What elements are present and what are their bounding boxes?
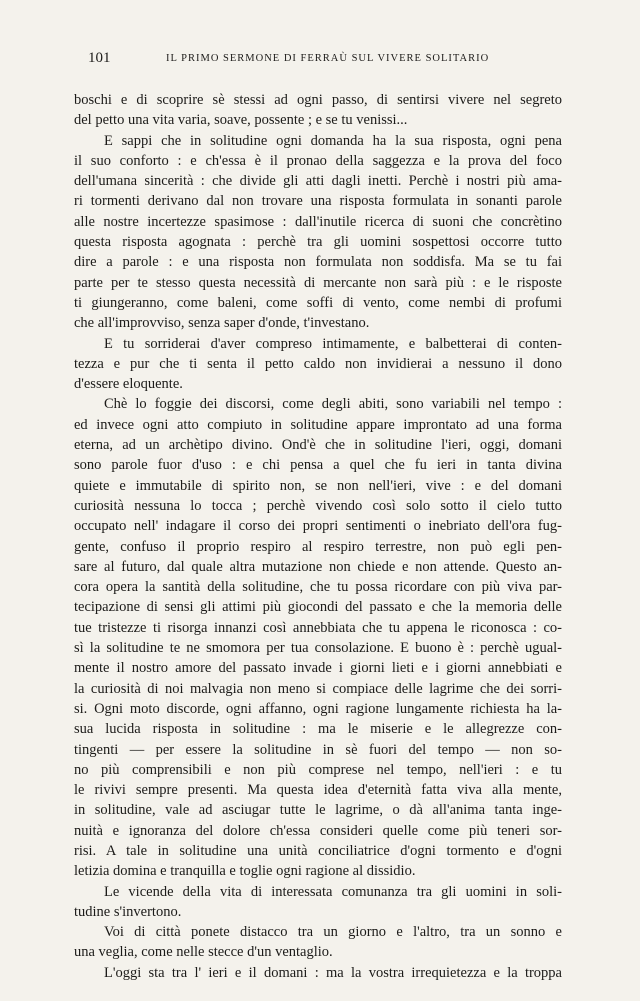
text-line: questa risposta agognata : perchè tra gli uomini sospettosi occorre tutto [74,234,562,251]
text-line: sua lucida risposta in solitudine : ma le miserie e le allegrezze con- [74,721,562,738]
text-line: tecipazione di sensi gli attimi più giocondi del passato e che la memoria delle [74,599,562,616]
text-line: ri tormenti derivano dal non trovare una risposta formulata in sonanti parole [74,193,562,210]
text-line: sono parole fuor d'uso : e chi pensa a quel che fu ieri in tanta divina [74,457,562,474]
page-number: 101 [88,50,111,66]
text-line: tingenti — per essere la solitudine in sè fuori del tempo — non so- [74,741,562,758]
text-line: L'oggi sta tra l' ieri e il domani : ma la vostra irrequietezza e la troppa [104,964,562,981]
text-line: tudine s'invertono. [74,903,182,920]
text-line: si. Ogni moto discorde, ogni affanno, ogni ragione lungamente richiesta ha la- [74,700,562,717]
text-line: curiosità nessuna lo tocca ; perchè vivendo così solo sotto il cielo tutto [74,497,562,514]
text-line: letizia domina e tranquilla e toglie ogni ragione al dissidio. [74,863,416,880]
text-line: eterna, ad un archètipo divino. Ond'è che in solitudine l'ieri, oggi, domani [74,437,562,454]
page-header [88,50,558,70]
text-line: Le vicende della vita di interessata comunanza tra gli uomini in soli- [104,883,562,900]
text-line: tue tristezze ti risorga innanzi così annebbiata che tu appena le riconosca : co- [74,619,562,636]
text-line: in solitudine, vale ad asciugar tutte le lagrime, o dà all'anima tanta inge- [74,802,562,819]
text-line: gente, confuso il proprio respiro al respiro terrestre, non può egli pen- [74,538,562,555]
text-line: tezza e pur che ti senta il petto caldo non invidierai a nessuno il dono [74,355,562,372]
text-line: E sappi che in solitudine ogni domanda ha la sua risposta, ogni pena [104,132,562,149]
text-line: quiete e immutabile di spirito non, se non nell'ieri, vive : e del domani [74,477,562,494]
text-line: il suo conforto : e ch'essa è il pronao della saggezza e la prova del foco [74,152,562,169]
text-line: sì la solitudine te ne smomora per tua consolazione. E buono è : perchè ugual- [74,640,562,657]
text-line: nuità e ignoranza del dolore ch'essa consideri quelle come più teneri sor- [74,822,562,839]
text-line: ti giungeranno, come baleni, come soffi di vento, come nembi di profumi [74,294,562,311]
text-line: occupato nell' indagare il corso dei propri sentimenti o inebriato dell'ora fug- [74,518,562,535]
text-line: no più comprensibili e non più comprese nel tempo, nell'ieri : e tu [74,761,562,778]
text-line: cora opera la santità della solitudine, che tu possa ricordare con più viva par- [74,579,562,596]
text-line: dire a parole : e una risposta non formulata non soddisfa. Ma se tu fai [74,254,562,271]
text-line: d'essere eloquente. [74,376,183,393]
text-line: sare al futuro, dal quale altra mutazione non chiede e non attende. Questo an- [74,558,562,575]
text-line: boschi e di scoprire sè stessi ad ogni passo, di sentirsi vivere nel segreto [74,92,562,108]
running-title: IL PRIMO SERMONE DI FERRAÙ SUL VIVERE SOLITARIO [166,53,490,64]
text-line: le rivivi sempre presenti. Ma questa idea d'eternità fatta viva alla mente, [74,782,562,799]
text-line: dell'umana sincerità : che divide gli atti dagli inetti. Perchè i nostri più ama- [74,173,562,190]
text-line: alle nostre incertezze spasimose : dall'inutile ricerca di suoni che concrètino [74,213,562,230]
text-line: E tu sorriderai d'aver compreso intimamente, e balbetterai di conten- [104,335,562,352]
text-line: la curiosità di noi malvagia non meno si compiace delle lagrime che dei sorri- [74,680,562,697]
text-line: Voi di città ponete distacco tra un giorno e l'altro, tra un sonno e [104,924,562,941]
text-line: risi. A tale in solitudine una unità conciliatrice d'ogni tormento e d'ogni [74,842,562,859]
text-line: Chè lo foggie dei discorsi, come degli abiti, sono variabili nel tempo : [104,396,562,413]
text-line: del petto una vita varia, soave, possente ; e se tu venissi... [74,112,408,129]
text-line: mente il nostro amore del passato invade i giorni lieti e i giorni annebbiati e [74,660,562,677]
body-text [74,90,562,983]
text-line: parte per te stesso questa necessità di mercante non sarà più : e le risposte [74,274,562,291]
text-line: ed invece ogni atto compiuto in solitudine appare improntato ad una forma [74,416,562,433]
text-line: una veglia, come nelle stecce d'un ventaglio. [74,944,333,961]
text-line: che all'improvviso, senza saper d'onde, t'investano. [74,315,370,332]
